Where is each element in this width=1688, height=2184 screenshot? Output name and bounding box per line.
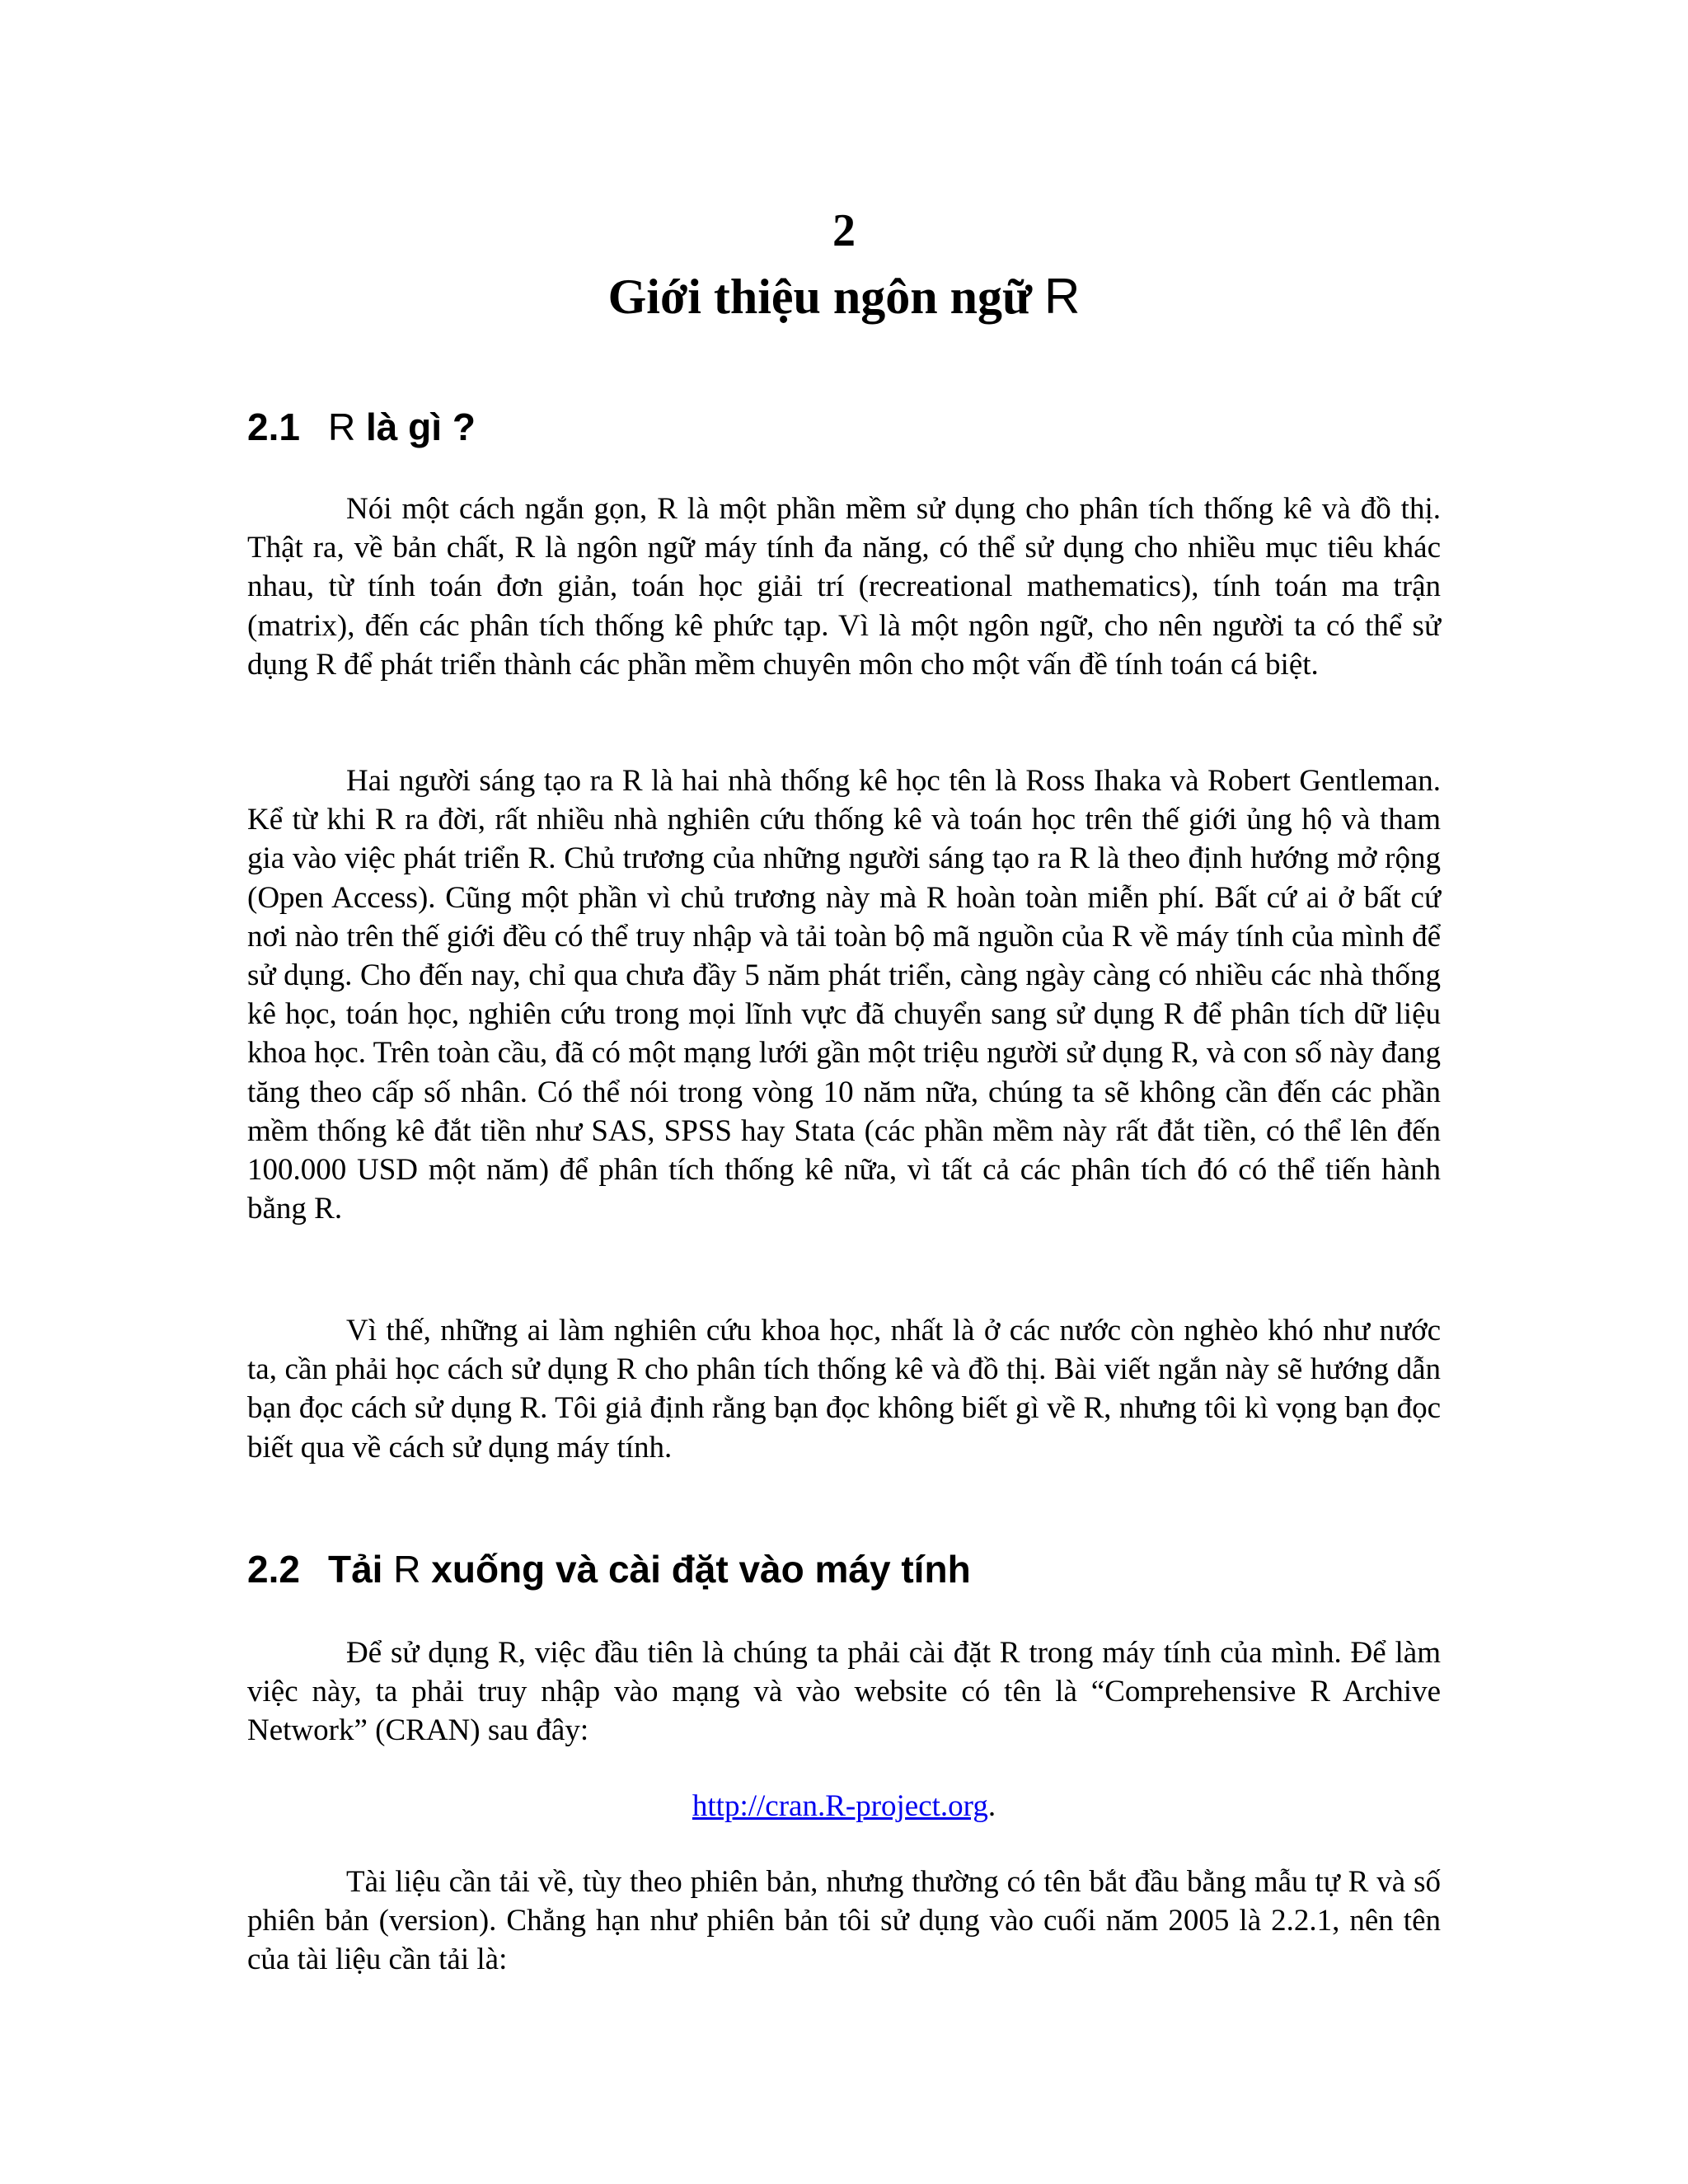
section-number: 2.2 [247,1548,300,1591]
cran-url-line [0,1787,1688,1826]
chapter-title-text: Giới thiệu ngôn ngữ [607,269,1045,324]
chapter-title-r: R [1044,269,1081,324]
paragraph-r-motivation: Vì thế, những ai làm nghiên cứu khoa học, nhất là ở các nước còn nghèo khó như nước ta, cần phải học cách sử dụng R cho phân tích thống kê và đồ thị. Bài viết ngắn này sẽ hướng dẫn bạn đọc cách sử dụng R. Tôi giả định rằng bạn đọc không biết gì về R, nhưng tôi kì vọng bạn đọc biết qua về cách sử dụng máy tính. [247,1314,1441,1465]
section-title-r: R [328,405,356,448]
section-heading-2-2 [247,1546,1451,1592]
section-heading-2-1 [247,404,1451,450]
paragraph-download-file: Tài liệu cần tải về, tùy theo phiên bản, nhưng thường có tên bắt đầu bằng mẫu tự R và số phiên bản (version). Chẳng hạn như phiên bản tôi sử dụng vào cuối năm 2005 là 2.2.1, nên tên của tài liệu cần tải là: [247,1865,1441,1977]
section-number: 2.1 [247,405,300,448]
paragraph-install-intro: Để sử dụng R, việc đầu tiên là chúng ta phải cài đặt R trong máy tính của mình. Để làm việc này, ta phải truy nhập vào mạng và vào website có tên là “Comprehensive R Archive Network” (CRAN) sau đây: [247,1636,1441,1748]
section-title-pre: Tải [328,1548,394,1591]
section-title-rest: xuống và cài đặt vào máy tính [420,1548,971,1591]
section-title-rest: là gì ? [355,405,476,448]
chapter-number: 2 [832,205,856,256]
paragraph-r-intro: Nói một cách ngắn gọn, R là một phần mềm sử dụng cho phân tích thống kê và đồ thị. Thật ra, về bản chất, R là ngôn ngữ máy tính đa năng, có thể sử dụng cho nhiều mục tiêu khác nhau, từ tính toán đơn giản, toán học giải trí (recreational mathematics), tính toán ma trận (matrix), đến các phân tích thống kê phức tạp. Vì là một ngôn ngữ, cho nên người ta có thể sử dụng R để phát triển thành các phần mềm chuyên môn cho một vấn đề tính toán cá biệt. [247,492,1441,682]
paragraph-r-history: Hai người sáng tạo ra R là hai nhà thống kê học tên là Ross Ihaka và Robert Gentleman. Kể từ khi R ra đời, rất nhiều nhà nghiên cứu thống kê và toán học trên thế giới ủng hộ và tham gia vào việc phát triển R. Chủ trương của những người sáng tạo ra R là theo định hướng mở rộng (Open Access). Cũng một phần vì chủ trương này mà R hoàn toàn miễn phí. Bất cứ ai ở bất cứ nơi nào trên thế giới đều có thể truy nhập và tải toàn bộ mã nguồn của R về máy tính của mình để sử dụng. Cho đến nay, chỉ qua chưa đầy 5 năm phát triển, càng ngày càng có nhiều các nhà thống kê học, toán học, nghiên cứu trong mọi lĩnh vực đã chuyển sang sử dụng R để phân tích dữ liệu khoa học. Trên toàn cầu, đã có một mạng lưới gần một triệu người sử dụng R, và con số này đang tăng theo cấp số nhân. Có thể nói trong vòng 10 năm nữa, chúng ta sẽ không cần đến các phần mềm thống kê đắt tiền như SAS, SPSS hay Stata (các phần mềm này rất đắt tiền, có thể lên đến 100.000 USD một năm) để phân tích thống kê nữa, vì tất cả các phân tích đó có thể tiến hành bằng R. [247,764,1441,1226]
cran-link[interactable]: http://cran.R-project.org [692,1789,988,1823]
chapter-title [0,268,1688,326]
cran-url-period: . [987,1789,996,1823]
section-title-r: R [393,1548,421,1591]
